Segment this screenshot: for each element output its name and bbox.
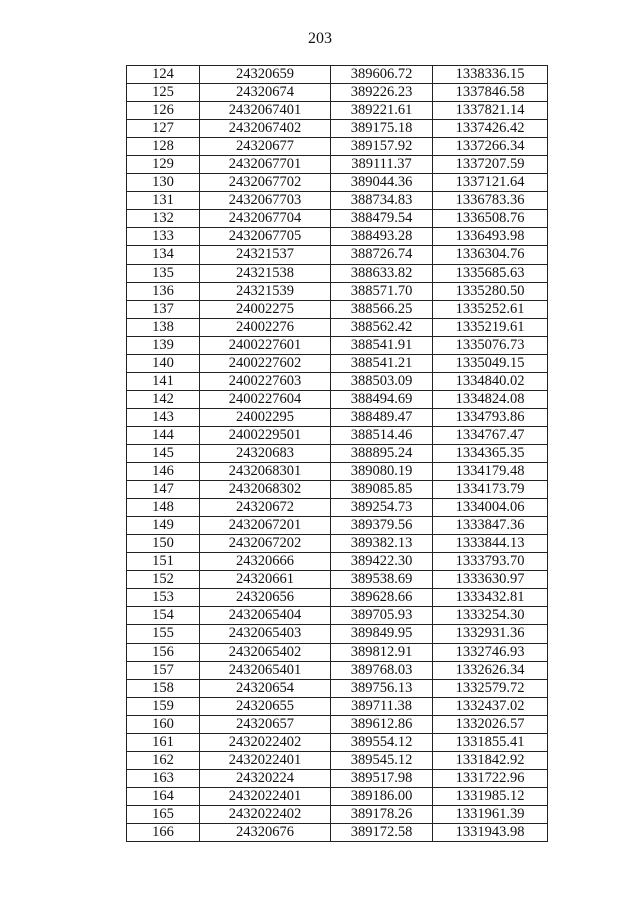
table-row	[127, 661, 548, 679]
table-row	[127, 192, 548, 210]
x-coordinate-cell: 389178.26	[331, 805, 433, 823]
row-number-cell: 139	[127, 336, 200, 354]
table-row	[127, 787, 548, 805]
table-row	[127, 120, 548, 138]
x-coordinate-cell: 388493.28	[331, 228, 433, 246]
row-number-cell: 144	[127, 426, 200, 444]
point-id-cell: 2432068302	[200, 481, 331, 499]
table-row	[127, 444, 548, 462]
point-id-cell: 2432065402	[200, 643, 331, 661]
x-coordinate-cell: 389756.13	[331, 679, 433, 697]
table-row	[127, 174, 548, 192]
point-id-cell: 24321539	[200, 282, 331, 300]
y-coordinate-cell: 1337821.14	[433, 102, 548, 120]
page-number: 203	[308, 30, 332, 47]
row-number-cell: 160	[127, 715, 200, 733]
x-coordinate-cell: 389080.19	[331, 463, 433, 481]
point-id-cell: 2432067402	[200, 120, 331, 138]
row-number-cell: 130	[127, 174, 200, 192]
x-coordinate-cell: 389554.12	[331, 733, 433, 751]
row-number-cell: 124	[127, 66, 200, 84]
point-id-cell: 2432068301	[200, 463, 331, 481]
y-coordinate-cell: 1331842.92	[433, 751, 548, 769]
table-row	[127, 715, 548, 733]
point-id-cell: 2400227604	[200, 390, 331, 408]
y-coordinate-cell: 1333630.97	[433, 571, 548, 589]
y-coordinate-cell: 1336508.76	[433, 210, 548, 228]
x-coordinate-cell: 389422.30	[331, 553, 433, 571]
y-coordinate-cell: 1333254.30	[433, 607, 548, 625]
row-number-cell: 133	[127, 228, 200, 246]
y-coordinate-cell: 1334824.08	[433, 390, 548, 408]
row-number-cell: 165	[127, 805, 200, 823]
row-number-cell: 131	[127, 192, 200, 210]
row-number-cell: 164	[127, 787, 200, 805]
y-coordinate-cell: 1334179.48	[433, 463, 548, 481]
table-row	[127, 463, 548, 481]
row-number-cell: 143	[127, 408, 200, 426]
x-coordinate-cell: 389186.00	[331, 787, 433, 805]
table-row	[127, 697, 548, 715]
x-coordinate-cell: 388503.09	[331, 372, 433, 390]
x-coordinate-cell: 389538.69	[331, 571, 433, 589]
x-coordinate-cell: 389172.58	[331, 823, 433, 841]
x-coordinate-cell: 389226.23	[331, 84, 433, 102]
table-row	[127, 769, 548, 787]
x-coordinate-cell: 388571.70	[331, 282, 433, 300]
row-number-cell: 159	[127, 697, 200, 715]
point-id-cell: 24002275	[200, 300, 331, 318]
y-coordinate-cell: 1337846.58	[433, 84, 548, 102]
y-coordinate-cell: 1331943.98	[433, 823, 548, 841]
x-coordinate-cell: 388479.54	[331, 210, 433, 228]
point-id-cell: 24002276	[200, 318, 331, 336]
row-number-cell: 135	[127, 264, 200, 282]
x-coordinate-cell: 388541.21	[331, 354, 433, 372]
x-coordinate-cell: 389812.91	[331, 643, 433, 661]
table-row	[127, 390, 548, 408]
point-id-cell: 24321537	[200, 246, 331, 264]
row-number-cell: 125	[127, 84, 200, 102]
point-id-cell: 24320676	[200, 823, 331, 841]
x-coordinate-cell: 388514.46	[331, 426, 433, 444]
point-id-cell: 24320674	[200, 84, 331, 102]
x-coordinate-cell: 389254.73	[331, 499, 433, 517]
y-coordinate-cell: 1337266.34	[433, 138, 548, 156]
y-coordinate-cell: 1334767.47	[433, 426, 548, 444]
row-number-cell: 128	[127, 138, 200, 156]
table-row	[127, 354, 548, 372]
point-id-cell: 24320659	[200, 66, 331, 84]
y-coordinate-cell: 1337207.59	[433, 156, 548, 174]
row-number-cell: 138	[127, 318, 200, 336]
y-coordinate-cell: 1338336.15	[433, 66, 548, 84]
point-id-cell: 2432067201	[200, 517, 331, 535]
point-id-cell: 2432022401	[200, 787, 331, 805]
y-coordinate-cell: 1332626.34	[433, 661, 548, 679]
x-coordinate-cell: 389044.36	[331, 174, 433, 192]
table-row	[127, 66, 548, 84]
x-coordinate-cell: 389705.93	[331, 607, 433, 625]
x-coordinate-cell: 388633.82	[331, 264, 433, 282]
row-number-cell: 145	[127, 444, 200, 462]
x-coordinate-cell: 389111.37	[331, 156, 433, 174]
point-id-cell: 2400229501	[200, 426, 331, 444]
row-number-cell: 151	[127, 553, 200, 571]
x-coordinate-cell: 389612.86	[331, 715, 433, 733]
row-number-cell: 154	[127, 607, 200, 625]
table-row	[127, 517, 548, 535]
y-coordinate-cell: 1334004.06	[433, 499, 548, 517]
point-id-cell: 2400227601	[200, 336, 331, 354]
row-number-cell: 136	[127, 282, 200, 300]
table-row	[127, 84, 548, 102]
point-id-cell: 2432067702	[200, 174, 331, 192]
table-row	[127, 625, 548, 643]
point-id-cell: 24320654	[200, 679, 331, 697]
table-row	[127, 300, 548, 318]
x-coordinate-cell: 389606.72	[331, 66, 433, 84]
row-number-cell: 148	[127, 499, 200, 517]
row-number-cell: 149	[127, 517, 200, 535]
x-coordinate-cell: 388489.47	[331, 408, 433, 426]
table-row	[127, 408, 548, 426]
x-coordinate-cell: 388562.42	[331, 318, 433, 336]
point-id-cell: 2432067401	[200, 102, 331, 120]
table-row	[127, 336, 548, 354]
y-coordinate-cell: 1334840.02	[433, 372, 548, 390]
table-row	[127, 138, 548, 156]
point-id-cell: 24320683	[200, 444, 331, 462]
x-coordinate-cell: 388895.24	[331, 444, 433, 462]
table-body	[127, 66, 548, 842]
table-row	[127, 246, 548, 264]
row-number-cell: 141	[127, 372, 200, 390]
table-row	[127, 535, 548, 553]
row-number-cell: 129	[127, 156, 200, 174]
x-coordinate-cell: 389628.66	[331, 589, 433, 607]
y-coordinate-cell: 1335219.61	[433, 318, 548, 336]
table-row	[127, 805, 548, 823]
point-id-cell: 2432067202	[200, 535, 331, 553]
table-row	[127, 481, 548, 499]
table-row	[127, 318, 548, 336]
row-number-cell: 146	[127, 463, 200, 481]
row-number-cell: 150	[127, 535, 200, 553]
y-coordinate-cell: 1331722.96	[433, 769, 548, 787]
y-coordinate-cell: 1331855.41	[433, 733, 548, 751]
row-number-cell: 127	[127, 120, 200, 138]
row-number-cell: 162	[127, 751, 200, 769]
table-row	[127, 679, 548, 697]
x-coordinate-cell: 388726.74	[331, 246, 433, 264]
point-id-cell: 24002295	[200, 408, 331, 426]
row-number-cell: 161	[127, 733, 200, 751]
point-id-cell: 24320672	[200, 499, 331, 517]
row-number-cell: 163	[127, 769, 200, 787]
point-id-cell: 2432022401	[200, 751, 331, 769]
x-coordinate-cell: 388566.25	[331, 300, 433, 318]
y-coordinate-cell: 1333847.36	[433, 517, 548, 535]
point-id-cell: 24320224	[200, 769, 331, 787]
point-id-cell: 2432065404	[200, 607, 331, 625]
point-id-cell: 2400227602	[200, 354, 331, 372]
x-coordinate-cell: 388734.83	[331, 192, 433, 210]
table-row	[127, 751, 548, 769]
point-id-cell: 2432065401	[200, 661, 331, 679]
y-coordinate-cell: 1335280.50	[433, 282, 548, 300]
y-coordinate-cell: 1332437.02	[433, 697, 548, 715]
table-row	[127, 282, 548, 300]
x-coordinate-cell: 389768.03	[331, 661, 433, 679]
y-coordinate-cell: 1332931.36	[433, 625, 548, 643]
x-coordinate-cell: 388541.91	[331, 336, 433, 354]
y-coordinate-cell: 1333844.13	[433, 535, 548, 553]
point-id-cell: 2432067704	[200, 210, 331, 228]
x-coordinate-cell: 389085.85	[331, 481, 433, 499]
table-row	[127, 733, 548, 751]
x-coordinate-cell: 389382.13	[331, 535, 433, 553]
y-coordinate-cell: 1334365.35	[433, 444, 548, 462]
table-row	[127, 102, 548, 120]
table-row	[127, 426, 548, 444]
table-row	[127, 499, 548, 517]
point-id-cell: 2432067703	[200, 192, 331, 210]
row-number-cell: 137	[127, 300, 200, 318]
row-number-cell: 156	[127, 643, 200, 661]
x-coordinate-cell: 389157.92	[331, 138, 433, 156]
point-id-cell: 24320655	[200, 697, 331, 715]
point-id-cell: 24320666	[200, 553, 331, 571]
x-coordinate-cell: 389849.95	[331, 625, 433, 643]
y-coordinate-cell: 1336493.98	[433, 228, 548, 246]
point-id-cell: 24320656	[200, 589, 331, 607]
point-id-cell: 24320677	[200, 138, 331, 156]
y-coordinate-cell: 1333793.70	[433, 553, 548, 571]
y-coordinate-cell: 1335076.73	[433, 336, 548, 354]
y-coordinate-cell: 1332579.72	[433, 679, 548, 697]
y-coordinate-cell: 1333432.81	[433, 589, 548, 607]
point-id-cell: 2432065403	[200, 625, 331, 643]
row-number-cell: 140	[127, 354, 200, 372]
x-coordinate-cell: 389379.56	[331, 517, 433, 535]
point-id-cell: 24320657	[200, 715, 331, 733]
coordinates-table	[126, 65, 548, 842]
table-row	[127, 372, 548, 390]
row-number-cell: 158	[127, 679, 200, 697]
row-number-cell: 142	[127, 390, 200, 408]
point-id-cell: 2432022402	[200, 733, 331, 751]
row-number-cell: 157	[127, 661, 200, 679]
y-coordinate-cell: 1335252.61	[433, 300, 548, 318]
table-row	[127, 210, 548, 228]
y-coordinate-cell: 1335685.63	[433, 264, 548, 282]
table-row	[127, 156, 548, 174]
x-coordinate-cell: 389545.12	[331, 751, 433, 769]
row-number-cell: 126	[127, 102, 200, 120]
row-number-cell: 147	[127, 481, 200, 499]
y-coordinate-cell: 1337121.64	[433, 174, 548, 192]
table-row	[127, 823, 548, 841]
x-coordinate-cell: 389711.38	[331, 697, 433, 715]
y-coordinate-cell: 1335049.15	[433, 354, 548, 372]
row-number-cell: 132	[127, 210, 200, 228]
y-coordinate-cell: 1331961.39	[433, 805, 548, 823]
y-coordinate-cell: 1337426.42	[433, 120, 548, 138]
y-coordinate-cell: 1336304.76	[433, 246, 548, 264]
y-coordinate-cell: 1334793.86	[433, 408, 548, 426]
table-row	[127, 589, 548, 607]
y-coordinate-cell: 1334173.79	[433, 481, 548, 499]
y-coordinate-cell: 1336783.36	[433, 192, 548, 210]
table-row	[127, 571, 548, 589]
point-id-cell: 24320661	[200, 571, 331, 589]
y-coordinate-cell: 1331985.12	[433, 787, 548, 805]
table-row	[127, 264, 548, 282]
table-row	[127, 553, 548, 571]
table-row	[127, 607, 548, 625]
row-number-cell: 152	[127, 571, 200, 589]
x-coordinate-cell: 388494.69	[331, 390, 433, 408]
x-coordinate-cell: 389175.18	[331, 120, 433, 138]
point-id-cell: 2432067701	[200, 156, 331, 174]
row-number-cell: 166	[127, 823, 200, 841]
table-row	[127, 643, 548, 661]
row-number-cell: 155	[127, 625, 200, 643]
point-id-cell: 2432067705	[200, 228, 331, 246]
x-coordinate-cell: 389221.61	[331, 102, 433, 120]
table-row	[127, 228, 548, 246]
x-coordinate-cell: 389517.98	[331, 769, 433, 787]
point-id-cell: 2432022402	[200, 805, 331, 823]
point-id-cell: 24321538	[200, 264, 331, 282]
point-id-cell: 2400227603	[200, 372, 331, 390]
row-number-cell: 134	[127, 246, 200, 264]
y-coordinate-cell: 1332026.57	[433, 715, 548, 733]
y-coordinate-cell: 1332746.93	[433, 643, 548, 661]
row-number-cell: 153	[127, 589, 200, 607]
coordinates-table-container	[126, 65, 548, 842]
